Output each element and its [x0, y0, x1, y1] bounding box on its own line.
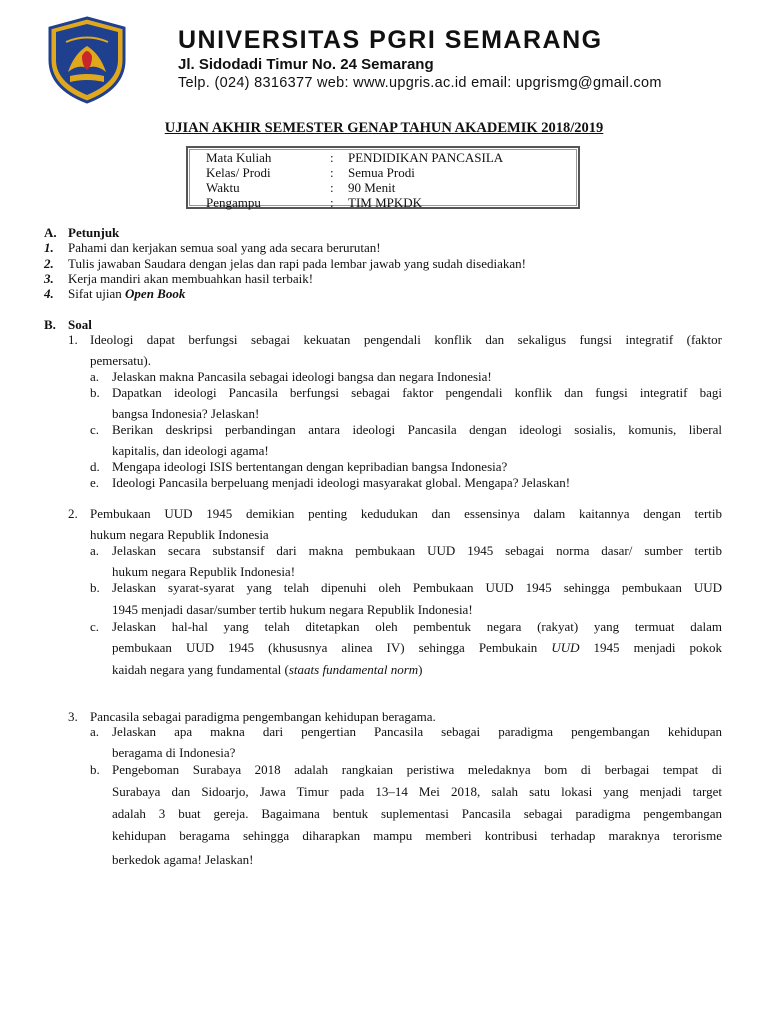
instruction-text: Kerja mandiri akan membuahkan hasil terbaik! — [68, 271, 314, 286]
sub-question-letter: b. — [90, 385, 100, 400]
sub-question-text: bangsa Indonesia? Jelaskan! — [112, 406, 260, 421]
sub-question-text: hukum negara Republik Indonesia! — [112, 564, 296, 579]
instruction-number: 3. — [44, 271, 54, 286]
sub-question-text: Jelaskan makna Pancasila sebagai ideologi bangsa dan negara Indonesia! — [112, 369, 492, 384]
sub-question-text: beragama di Indonesia? — [112, 745, 236, 760]
sub-question-text: Surabaya dan Sidoarjo, Jawa Timur pada 13–14 Mei 2018, salah satu lokasi yang menjadi target — [112, 784, 722, 799]
question-number: 1. — [68, 332, 78, 347]
exam-title: UJIAN AKHIR SEMESTER GENAP TAHUN AKADEMIK 2018/2019 — [164, 120, 604, 136]
sub-question-letter: a. — [90, 543, 100, 558]
sub-question-text: Mengapa ideologi ISIS bertentangan dengan kepribadian bangsa Indonesia? — [112, 459, 508, 474]
info-value: PENDIDIKAN PANCASILA — [348, 150, 504, 165]
university-logo — [46, 16, 128, 104]
instruction-text-prefix: Sifat ujian — [68, 286, 126, 301]
sub-question-letter: a. — [90, 369, 100, 384]
sub-question-text: Jelaskan apa makna dari pengertian Pancasila sebagai paradigma pengembangan kehidupan — [112, 724, 722, 739]
instruction-number: 4. — [44, 286, 54, 301]
sub-question-text: 1945 menjadi dasar/sumber tertib hukum negara Republik Indonesia! — [112, 602, 473, 617]
sub-question-text: kehidupan beragama sehingga diharapkan mampu memberi kontribusi terhadap maraknya terorisme — [112, 828, 722, 843]
info-separator: : — [330, 195, 334, 210]
info-label: Pengampu — [206, 195, 261, 210]
sub-question-text — [112, 662, 423, 677]
sub-question-text-part: ) — [418, 662, 423, 677]
instruction-text: Pahami dan kerjakan semua soal yang ada secara berurutan! — [68, 240, 381, 255]
question-number: 3. — [68, 709, 78, 724]
instruction-text: Tulis jawaban Saudara dengan jelas dan rapi pada lembar jawab yang sudah disediakan! — [68, 256, 526, 271]
section-letter-b: B. — [44, 317, 56, 332]
instruction-text — [68, 286, 185, 301]
info-row-course — [188, 150, 578, 165]
sub-question-text-part: pembukaan UUD 1945 (khususnya alinea IV) sehingga Pembukain — [112, 640, 552, 655]
sub-question-text-part: 1945 menjadi pokok — [579, 640, 722, 655]
section-letter-a: A. — [44, 225, 57, 240]
sub-question-text — [112, 640, 722, 655]
info-row-time — [188, 180, 578, 195]
sub-question-letter: a. — [90, 724, 100, 739]
info-label: Kelas/ Prodi — [206, 165, 271, 180]
sub-question-emphasis: UUD — [551, 640, 580, 655]
sub-question-letter: b. — [90, 580, 100, 595]
info-separator: : — [330, 180, 334, 195]
sub-question-text: Berikan deskripsi perbandingan antara ideologi Pancasila dengan ideologi sosialis, komunis, liberal — [112, 422, 722, 437]
instruction-emphasis: Open Book — [125, 286, 186, 301]
question-text: hukum negara Republik Indonesia — [90, 527, 269, 542]
sub-question-letter: e. — [90, 475, 100, 490]
info-separator: : — [330, 150, 334, 165]
info-value: Semua Prodi — [348, 165, 415, 180]
university-address: Jl. Sidodadi Timur No. 24 Semarang — [178, 56, 434, 73]
sub-question-emphasis: staats fundamental norm — [288, 662, 419, 677]
sub-question-text: adalah 3 buat gereja. Bagaimana bentuk suplementasi Pancasila sebagai paradigma pengembangan — [112, 806, 722, 821]
university-name: UNIVERSITAS PGRI SEMARANG — [178, 26, 603, 54]
section-title-petunjuk: Petunjuk — [68, 225, 120, 240]
question-text: Ideologi dapat berfungsi sebagai kekuatan pengendali konflik dan sekaligus fungsi integratif (faktor — [90, 332, 722, 347]
sub-question-text: Jelaskan hal-hal yang telah ditetapkan oleh pembentuk negara (rakyat) yang termuat dalam — [112, 619, 722, 634]
info-separator: : — [330, 165, 334, 180]
section-title-soal: Soal — [68, 317, 92, 332]
question-number: 2. — [68, 506, 78, 521]
instruction-number: 2. — [44, 256, 54, 271]
info-label: Mata Kuliah — [206, 150, 272, 165]
sub-question-letter: c. — [90, 619, 100, 634]
info-row-class — [188, 165, 578, 180]
sub-question-letter: c. — [90, 422, 100, 437]
instruction-number: 1. — [44, 240, 54, 255]
sub-question-letter: d. — [90, 459, 100, 474]
info-row-lecturer — [188, 195, 578, 210]
sub-question-text: berkedok agama! Jelaskan! — [112, 852, 254, 867]
sub-question-text: Pengeboman Surabaya 2018 adalah rangkaian peristiwa meledaknya bom di berbagai tempat di — [112, 762, 722, 777]
sub-question-letter: b. — [90, 762, 100, 777]
info-label: Waktu — [206, 180, 240, 195]
sub-question-text: kapitalis, dan ideologi agama! — [112, 443, 269, 458]
info-value: 90 Menit — [348, 180, 396, 195]
course-info-table — [186, 146, 580, 209]
university-contact: Telp. (024) 8316377 web: www.upgris.ac.id email: upgrismg@gmail.com — [178, 75, 662, 91]
sub-question-text: Jelaskan secara substansif dari makna pembukaan UUD 1945 sebagai norma dasar/ sumber tertib — [112, 543, 722, 558]
sub-question-text-part: kaidah negara yang fundamental ( — [112, 662, 289, 677]
sub-question-text: Jelaskan syarat-syarat yang telah dipenuhi oleh Pembukaan UUD 1945 sehingga pembukaan UUD — [112, 580, 722, 595]
question-text: Pembukaan UUD 1945 demikian penting kedudukan dan essensinya dalam kaitannya dengan tertib — [90, 506, 722, 521]
question-text: pemersatu). — [90, 353, 152, 368]
question-text: Pancasila sebagai paradigma pengembangan kehidupan beragama. — [90, 709, 436, 724]
info-value: TIM MPKDK — [348, 195, 423, 210]
sub-question-text: Ideologi Pancasila berpeluang menjadi ideologi masyarakat global. Mengapa? Jelaskan! — [112, 475, 571, 490]
sub-question-text: Dapatkan ideologi Pancasila berfungsi sebagai faktor pengendali konflik dan fungsi integratif bagi — [112, 385, 722, 400]
